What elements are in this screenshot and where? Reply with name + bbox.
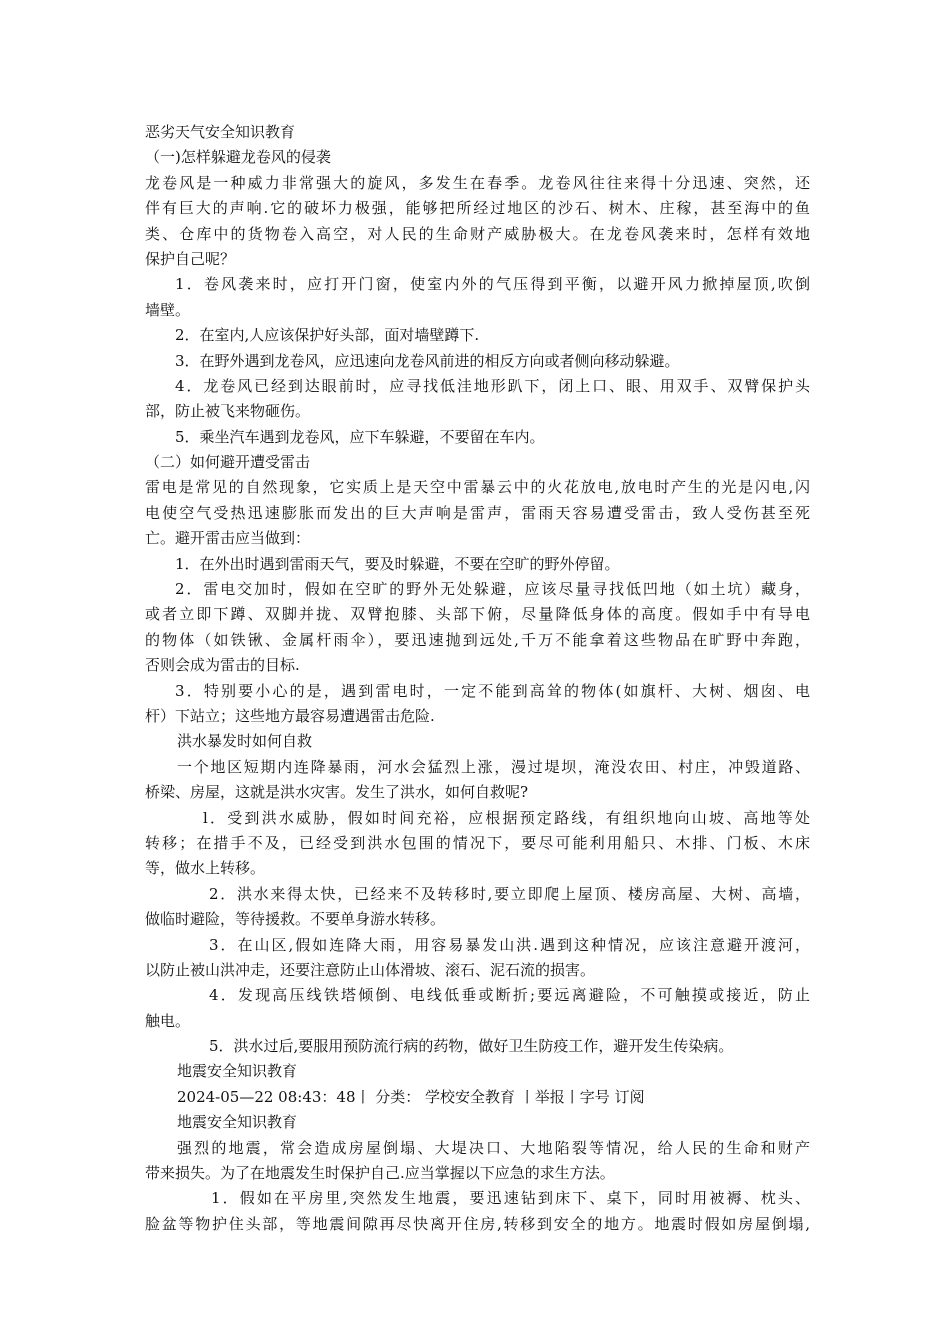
- list-item-line: 的物体（如铁锹、金属杆雨伞），要迅速抛到远处,千万不能拿着这些物品在旷野中奔跑，: [145, 630, 810, 649]
- list-item-line: 杆）下站立；这些地方最容易遭遇雷击危险.: [145, 706, 435, 725]
- list-item-line: 1．在外出时遇到雷雨天气，要及时躲避，不要在空旷的野外停留。: [175, 554, 620, 573]
- section-heading-lightning: （二）如何避开遭受雷击: [145, 453, 311, 472]
- paragraph-line: 亡。避开雷击应当做到：: [145, 529, 311, 548]
- list-item-line: 3．在山区,假如连降大雨，用容易暴发山洪.遇到这种情况，应该注意避开渡河，: [209, 935, 810, 954]
- list-item-line: 做临时避险，等待援救。不要单身游水转移。: [145, 910, 446, 929]
- list-item-line: 墙壁。: [145, 300, 191, 319]
- list-item-line: 以防止被山洪冲走，还要注意防止山体滑坡、滚石、泥石流的损害。: [145, 960, 596, 979]
- paragraph-line: 类、仓库中的货物卷入高空，对人民的生命财产威胁极大。在龙卷风袭来时，怎样有效地: [145, 224, 810, 243]
- list-item-line: 3．特别要小心的是，遇到雷电时，一定不能到高耸的物体(如旗杆、大树、烟囱、电: [175, 681, 810, 700]
- paragraph-line: 龙卷风是一种威力非常强大的旋风，多发生在春季。龙卷风往往来得十分迅速、突然，还: [145, 173, 810, 192]
- list-item-line: 转移；在措手不及，已经受到洪水包围的情况下，要尽可能利用船只、木排、门板、木床: [145, 833, 810, 852]
- list-item-line: 触电。: [145, 1011, 191, 1030]
- subsection-heading-earthquake: 地震安全知识教育: [177, 1113, 298, 1132]
- paragraph-line: 带来损失。为了在地震发生时保护自己.应当掌握以下应急的求生方法。: [145, 1164, 615, 1183]
- document-body: [145, 120, 810, 1237]
- paragraph-line: 保护自己呢？: [145, 249, 236, 268]
- list-item-line: 2．洪水来得太快，已经来不及转移时,要立即爬上屋顶、楼房高屋、大树、高墙，: [209, 884, 810, 903]
- paragraph-line: 电使空气受热迅速膨胀而发出的巨大声响是雷声，雷雨天容易遭受雷击，致人受伤甚至死: [145, 503, 810, 522]
- list-item-line: 5．洪水过后,要服用预防流行病的药物，做好卫生防疫工作，避开发生传染病。: [209, 1037, 734, 1056]
- document-title: 恶劣天气安全知识教育: [145, 123, 296, 141]
- list-item-line: 5．乘坐汽车遇到龙卷风，应下车躲避，不要留在车内。: [175, 427, 545, 446]
- paragraph-line: 强烈的地震，常会造成房屋倒塌、大堤决口、大地陷裂等情况，给人民的生命和财产: [177, 1138, 810, 1157]
- post-meta-line: 2024-05—22 08:43：48丨 分类： 学校安全教育 丨举报丨字号 订阅: [177, 1087, 645, 1106]
- paragraph-line: 雷电是常见的自然现象，它实质上是天空中雷暴云中的火花放电,放电时产生的光是闪电,闪: [145, 478, 810, 497]
- list-item-line: 2．在室内,人应该保护好头部，面对墙壁蹲下.: [175, 326, 480, 345]
- section-heading-earthquake: 地震安全知识教育: [177, 1062, 298, 1081]
- section-heading-tornado: （一)怎样躲避龙卷风的侵袭: [145, 148, 331, 167]
- list-item-line: l．受到洪水威胁，假如时间充裕，应根据预定路线，有组织地向山坡、高地等处: [203, 808, 810, 827]
- paragraph-line: 桥梁、房屋，这就是洪水灾害。发生了洪水，如何自救呢?: [145, 783, 529, 802]
- list-item-line: 否则会成为雷击的目标.: [145, 656, 300, 675]
- list-item-line: 脸盆等物护住头部，等地震间隙再尽快离开住房,转移到安全的地方。地震时假如房屋倒塌,: [145, 1214, 810, 1233]
- paragraph-line: 伴有巨大的声响.它的破坏力极强，能够把所经过地区的沙石、树木、庄稼，甚至海中的鱼: [145, 199, 810, 218]
- list-item-line: 2．雷电交加时，假如在空旷的野外无处躲避，应该尽量寻找低凹地（如土坑）藏身，: [175, 580, 810, 599]
- section-heading-flood: 洪水暴发时如何自救: [177, 732, 313, 751]
- list-item-line: 3．在野外遇到龙卷风，应迅速向龙卷风前进的相反方向或者侧向移动躲避。: [175, 351, 680, 370]
- list-item-line: 4．龙卷风已经到达眼前时，应寻找低洼地形趴下，闭上口、眼、用双手、双臂保护头: [175, 376, 810, 395]
- list-item-line: 等，做水上转移。: [145, 859, 266, 878]
- paragraph-line: 一个地区短期内连降暴雨，河水会猛烈上涨，漫过堤坝，淹没农田、村庄，冲毁道路、: [177, 757, 810, 776]
- list-item-line: 1．卷风袭来时，应打开门窗，使室内外的气压得到平衡，以避开风力掀掉屋顶,吹倒: [175, 275, 810, 294]
- list-item-line: 或者立即下蹲、双脚并拢、双臂抱膝、头部下俯，尽量降低身体的高度。假如手中有导电: [145, 605, 810, 624]
- list-item-line: 部，防止被飞来物砸伤。: [145, 402, 311, 421]
- list-item-line: 1．假如在平房里,突然发生地震，要迅速钻到床下、桌下，同时用被褥、枕头、: [211, 1189, 810, 1208]
- list-item-line: 4．发现高压线铁塔倾倒、电线低垂或断折;要远离避险，不可触摸或接近，防止: [209, 986, 810, 1005]
